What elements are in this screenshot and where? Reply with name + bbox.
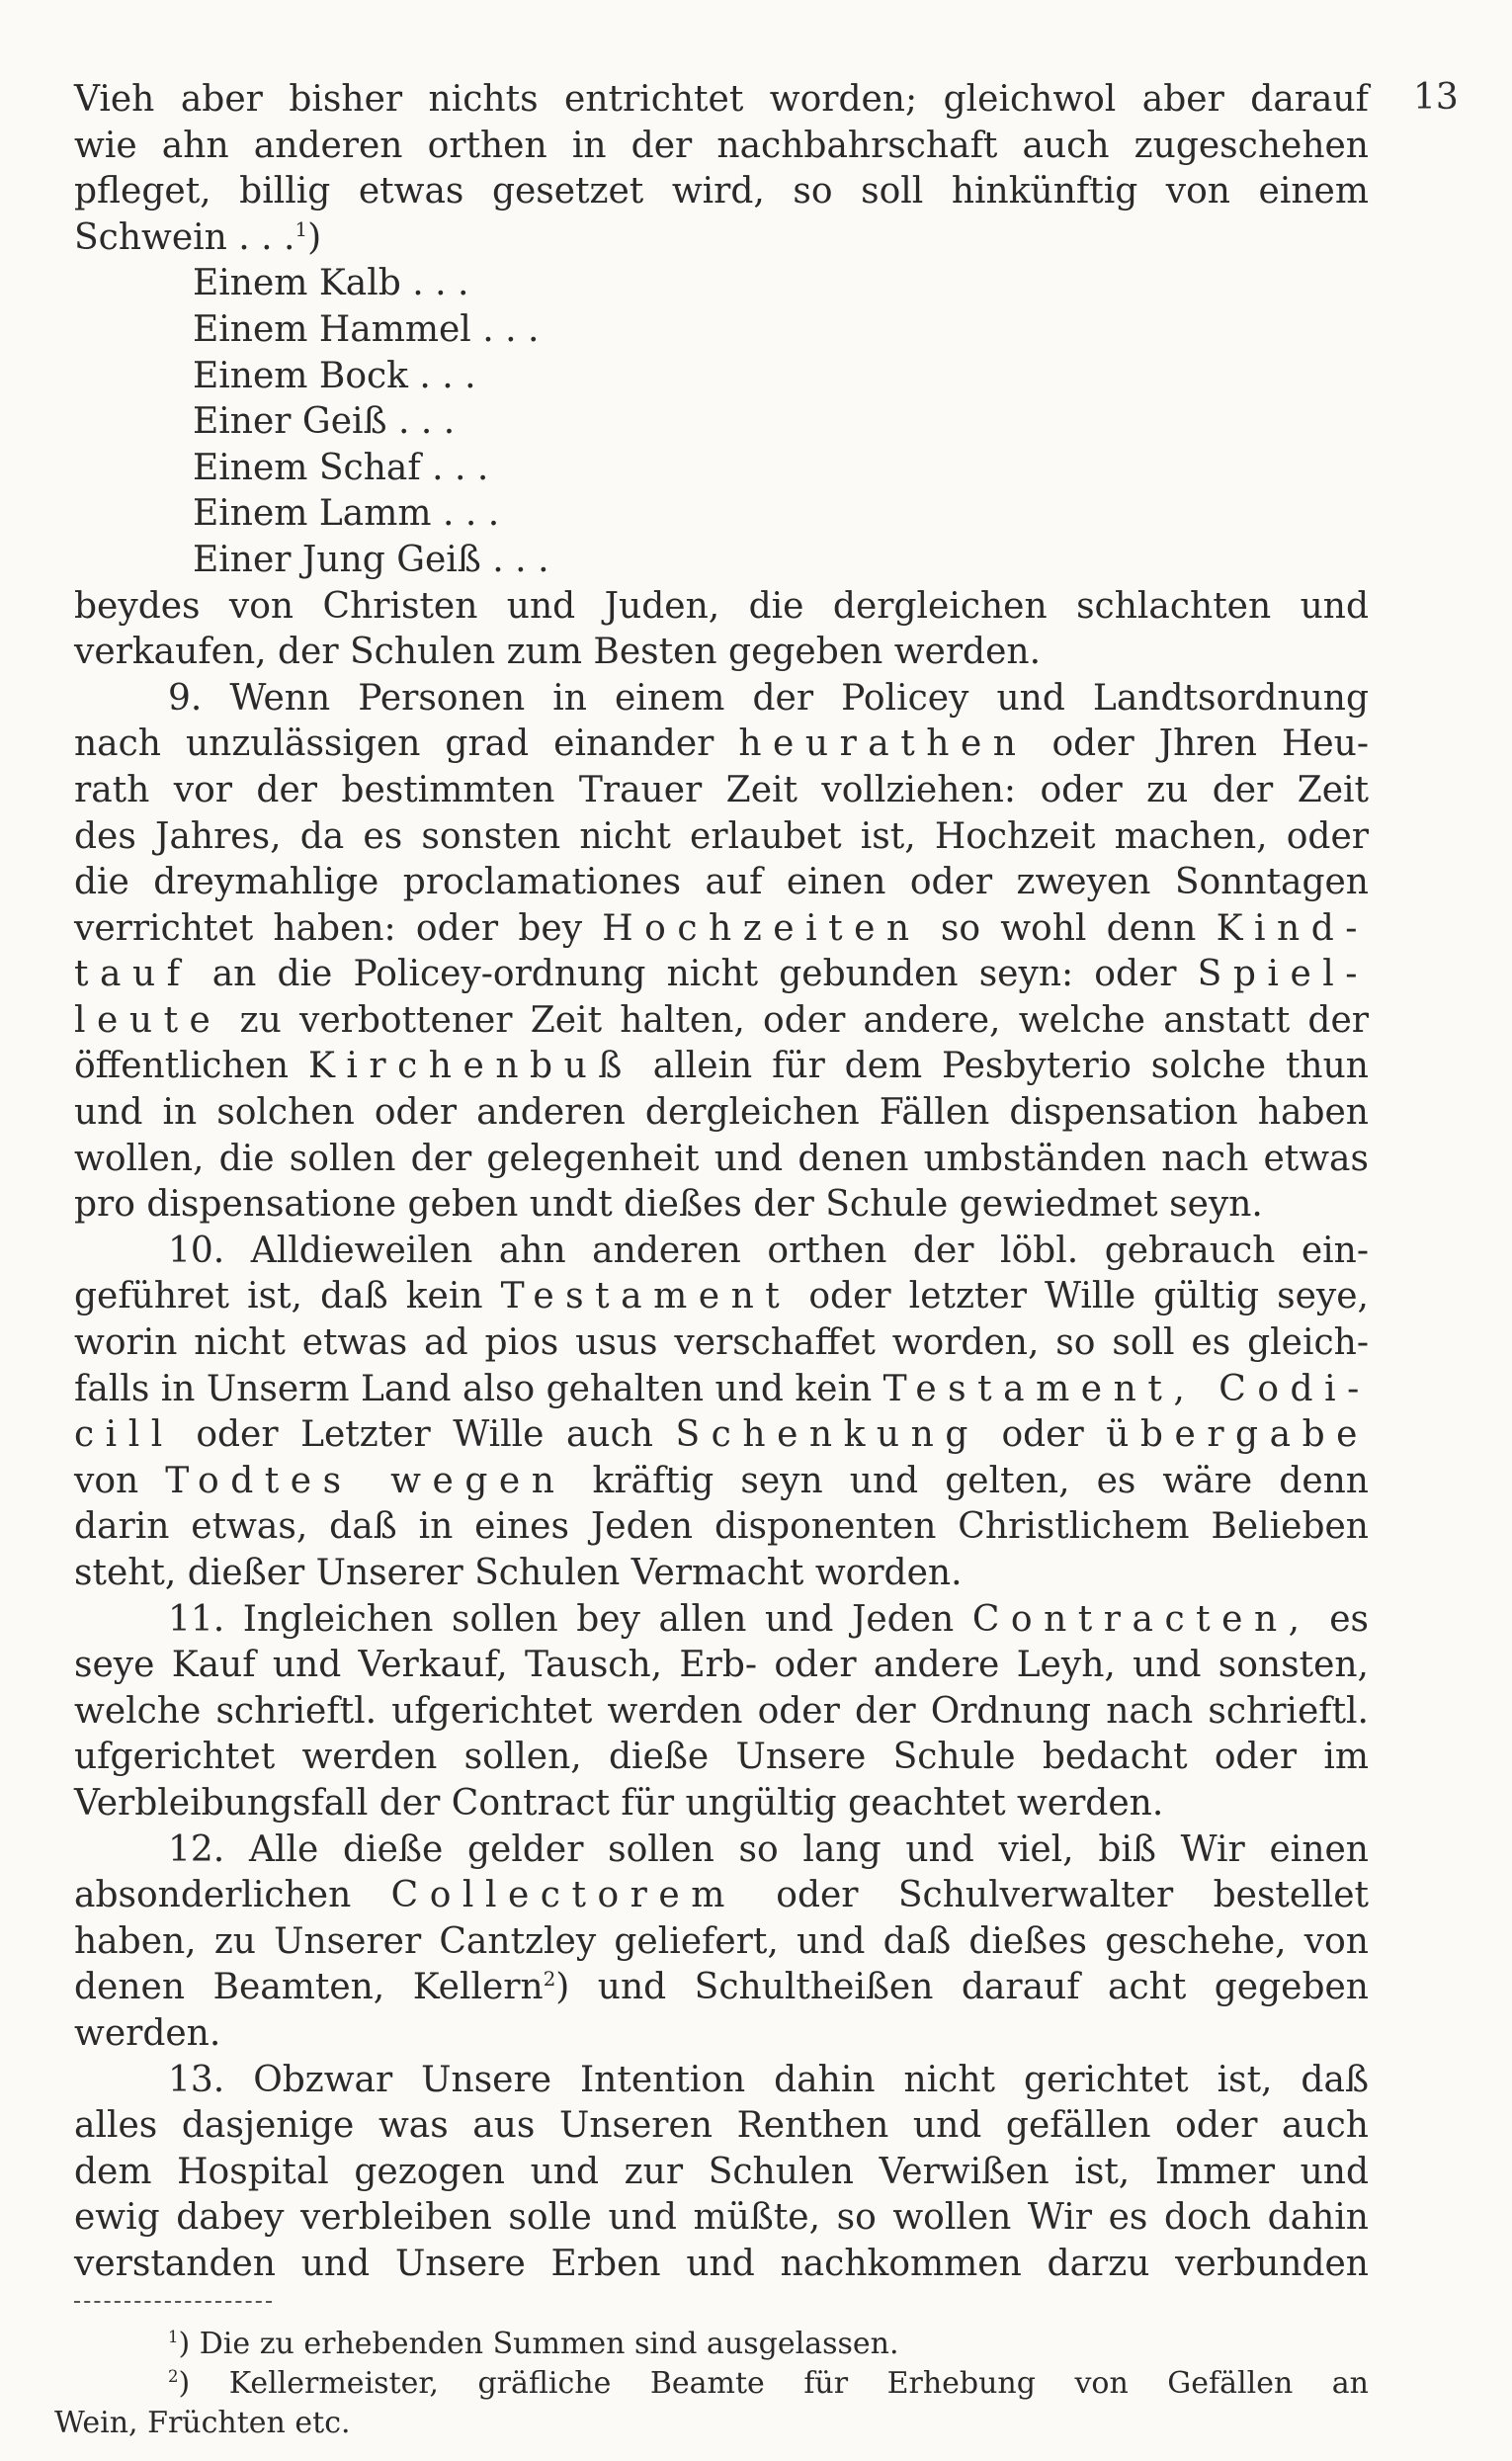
spaced-word: Schenkung (675, 1414, 979, 1456)
text-line: ufgerichtet werden sollen, dieße Unsere Schule bedacht oder im (74, 1737, 1369, 1778)
list-item: Einem Kalb . . . (193, 263, 469, 304)
list-item: Einem Schaf . . . (193, 447, 489, 488)
text-line: alles dasjenige was aus Unseren Renthen und gefällen oder auch (74, 2105, 1369, 2147)
text-line: des Jahres, da es sonsten nicht erlaubet ist, Hochzeit machen, oder (74, 815, 1369, 857)
text-line: darin etwas, daß in eines Jeden disponenten Christlichem Belieben (74, 1506, 1369, 1548)
list-item: Einer Geiß . . . (193, 401, 456, 443)
spaced-word: Contracten, (971, 1598, 1311, 1640)
text-line: worin nicht etwas ad pios usus verschaffet worden, so soll es gleich- (74, 1322, 1369, 1364)
text-line: Verbleibungsfall der Contract für ungültig geachtet werden. (74, 1782, 1164, 1824)
list-item: Einem Lamm . . . (193, 493, 500, 535)
footnote: $^2$) Kellermeister, gräfliche Beamte für Erhebung von Gefällen an (168, 2366, 1369, 2401)
footnote-separator (74, 2301, 272, 2303)
footnote-ref: 1 (294, 217, 308, 241)
text-line: beydes von Christen und Juden, die dergleichen schlachten und (74, 585, 1369, 627)
list-item: Einer Jung Geiß . . . (193, 539, 549, 580)
spaced-word: heurathen (738, 723, 1028, 765)
text-line: wollen, die sollen der gelegenheit und denen umbständen nach etwas (74, 1138, 1369, 1179)
spaced-word: cill (74, 1414, 174, 1456)
spaced-word: Kind- (1216, 907, 1369, 949)
text-line: dem Hospital gezogen und zur Schulen Verwißen ist, Immer und (74, 2151, 1369, 2192)
text-line: öffentlichen Kirchenbuß allein für dem Pesbyterio solche thun (74, 1046, 1369, 1087)
text-line: verkaufen, der Schulen zum Besten gegeben werden. (74, 632, 1042, 673)
text-line: die dreymahlige proclamationes auf einen oder zweyen Sonntagen (74, 862, 1369, 903)
text-line: und in solchen oder anderen dergleichen Fällen dispensation haben (74, 1092, 1369, 1134)
paragraph-9-start: 9. Wenn Personen in einem der Policey und Landtsordnung (168, 677, 1369, 719)
text-line: denen Beamten, Kellern$^2$) und Schultheißen darauf acht gegeben (74, 1967, 1369, 2008)
spaced-word: übergabe (1106, 1414, 1369, 1456)
text-line: werden. (74, 2012, 221, 2054)
spaced-word: Collectorem (390, 1875, 736, 1916)
text-line: geführet ist, daß kein Testament oder letzter Wille gültig seye, (74, 1276, 1369, 1317)
text-line: falls in Unserm Land also gehalten und kein Testament, Codi- (74, 1368, 1371, 1409)
paragraph-13-start: 13. Obzwar Unsere Intention dahin nicht gerichtet ist, daß (168, 2059, 1369, 2100)
text-line: verstanden und Unsere Erben und nachkommen darzu verbunden (74, 2243, 1369, 2284)
spaced-word: tauf (74, 954, 192, 995)
paragraph-11-start: 11. Ingleichen sollen bey allen und Jeden Contracten, es (168, 1598, 1369, 1640)
text-line: Vieh aber bisher nichts entrichtet worden; gleichwol aber darauf (74, 79, 1369, 120)
spaced-word: Spiel- (1197, 954, 1369, 995)
text-line: verrichtet haben: oder bey Hochzeiten so wohl denn Kind- (74, 907, 1369, 949)
text-line: seye Kauf und Verkauf, Tausch, Erb- oder andere Leyh, und sonsten, (74, 1645, 1369, 1686)
list-item: Einem Hammel . . . (193, 308, 540, 350)
spaced-word: Todtes wegen (165, 1460, 566, 1501)
spaced-word: Testament, Codi- (882, 1368, 1371, 1409)
paragraph-12-start: 12. Alle dieße gelder sollen so lang und viel, biß Wir einen (168, 1828, 1369, 1870)
text-line: ewig dabey verbleiben solle und müßte, so wollen Wir es doch dahin (74, 2197, 1369, 2239)
spaced-word: Hochzeiten (602, 907, 921, 949)
text-line: steht, dießer Unserer Schulen Vermacht worden. (74, 1553, 963, 1593)
footnotes (54, 2325, 1369, 2443)
list-item: Einem Bock . . . (193, 355, 476, 396)
text-line: cill oder Letzter Wille auch Schenkung oder übergabe (74, 1414, 1369, 1456)
page-number: 13 (1413, 77, 1459, 118)
text-line: von Todtes wegen kräftig seyn und gelten, es wäre denn (74, 1460, 1369, 1501)
text-line: wie ahn anderen orthen in der nachbahrschaft auch zugeschehen (74, 125, 1369, 166)
footnote: $^1$) Die zu erhebenden Summen sind ausgelassen. (168, 2327, 899, 2361)
text-line: pro dispensatione geben undt dießes der Schule gewiedmet seyn. (74, 1184, 1263, 1226)
footnote-continuation: Wein, Früchten etc. (54, 2406, 351, 2440)
body-text (74, 77, 1369, 2288)
text-line: pfleget, billig etwas gesetzet wird, so soll hinkünftig von einem (74, 171, 1369, 212)
paragraph-10-start: 10. Alldieweilen ahn anderen orthen der löbl. gebrauch ein- (168, 1230, 1369, 1271)
text-line: absonderlichen Collectorem oder Schulverwalter bestellet (74, 1875, 1369, 1916)
text-line: rath vor der bestimmten Trauer Zeit vollziehen: oder zu der Zeit (74, 769, 1369, 810)
footnote-ref: 2 (543, 1968, 556, 1992)
spaced-word: Testament (500, 1276, 792, 1317)
spaced-word: leute (74, 999, 222, 1041)
spaced-word: Kirchenbuß (307, 1046, 633, 1087)
text-line: haben, zu Unserer Cantzley geliefert, und daß dießes geschehe, von (74, 1920, 1369, 1962)
text-line: Schwein . . .$^1$) (74, 216, 322, 258)
text-line: tauf an die Policey-ordnung nicht gebunden seyn: oder Spiel- (74, 954, 1369, 995)
text-line: nach unzulässigen grad einander heurathen oder Jhren Heu- (74, 723, 1369, 765)
text-line: leute zu verbottener Zeit halten, oder andere, welche anstatt der (74, 999, 1369, 1041)
text-line: welche schrieftl. ufgerichtet werden oder der Ordnung nach schrieftl. (74, 1690, 1369, 1732)
